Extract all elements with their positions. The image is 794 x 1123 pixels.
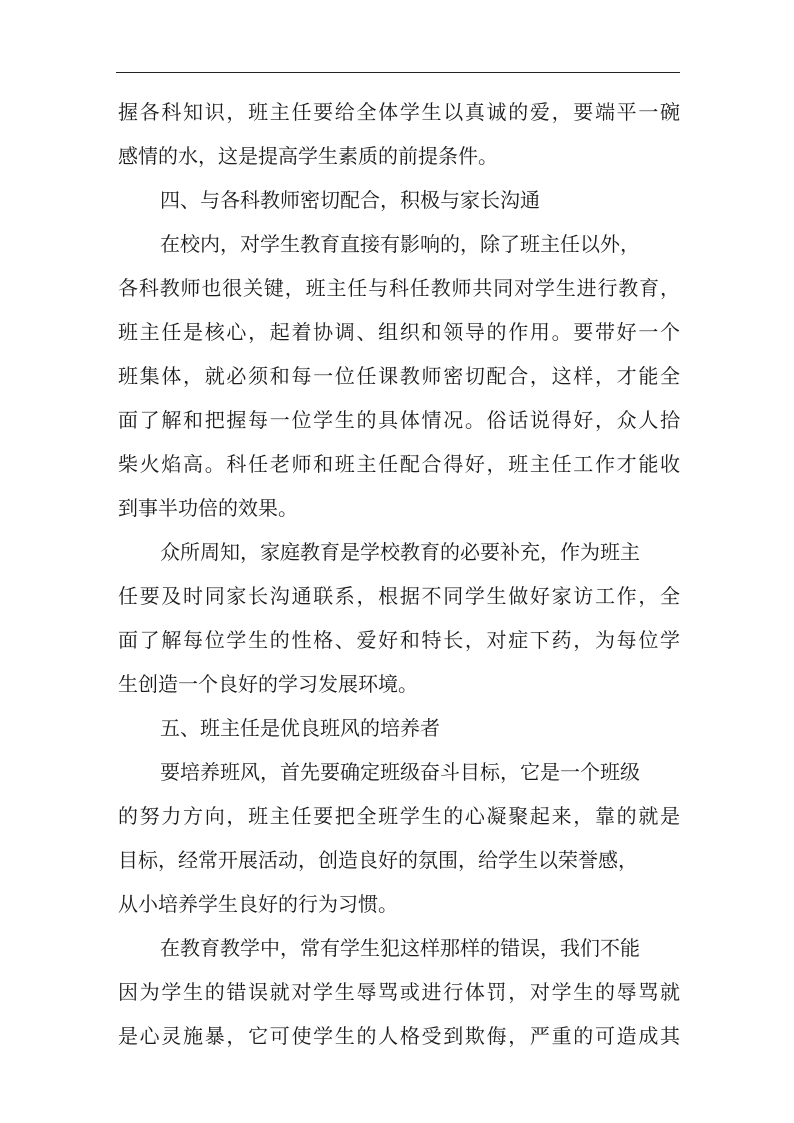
- text-line: 在教育教学中，常有学生犯这样那样的错误，我们不能: [160, 936, 640, 960]
- text-line: 目标，经常开展活动，创造良好的氛围，给学生以荣誉感，: [118, 848, 638, 872]
- header-divider: [116, 72, 680, 73]
- text-line: 面了解每位学生的性格、爱好和特长，对症下药，为每位学: [118, 628, 680, 652]
- text-line: 到事半功倍的效果。: [118, 496, 298, 520]
- text-line: 要培养班风，首先要确定班级奋斗目标，它是一个班级: [160, 760, 640, 784]
- text-line: 众所周知，家庭教育是学校教育的必要补充，作为班主: [160, 540, 640, 564]
- text-line: 握各科知识，班主任要给全体学生以真诚的爱，要端平一碗: [118, 100, 680, 124]
- text-line: 各科教师也很关键，班主任与科任教师共同对学生进行教育，: [118, 276, 680, 300]
- text-line: 生创造一个良好的学习发展环境。: [118, 672, 418, 696]
- text-line: 感情的水，这是提高学生素质的前提条件。: [118, 144, 498, 168]
- text-line: 是心灵施暴，它可使学生的人格受到欺侮，严重的可造成其: [118, 1024, 680, 1048]
- section-heading: 四、与各科教师密切配合，积极与家长沟通: [160, 188, 540, 212]
- text-line: 面了解和把握每一位学生的具体情况。俗话说得好，众人拾: [118, 408, 680, 432]
- text-line: 在校内，对学生教育直接有影响的，除了班主任以外，: [160, 232, 640, 256]
- section-heading: 五、班主任是优良班风的培养者: [160, 716, 440, 740]
- text-line: 班主任是核心，起着协调、组织和领导的作用。要带好一个: [118, 320, 680, 344]
- text-line: 任要及时同家长沟通联系，根据不同学生做好家访工作，全: [118, 584, 680, 608]
- text-line: 的努力方向，班主任要把全班学生的心凝聚起来，靠的就是: [118, 804, 680, 828]
- document-body: [118, 90, 680, 1058]
- text-line: 从小培养学生良好的行为习惯。: [118, 892, 398, 916]
- text-line: 因为学生的错误就对学生辱骂或进行体罚，对学生的辱骂就: [118, 980, 680, 1004]
- text-line: 班集体，就必须和每一位任课教师密切配合，这样，才能全: [118, 364, 680, 388]
- text-line: 柴火焰高。科任老师和班主任配合得好，班主任工作才能收: [118, 452, 680, 476]
